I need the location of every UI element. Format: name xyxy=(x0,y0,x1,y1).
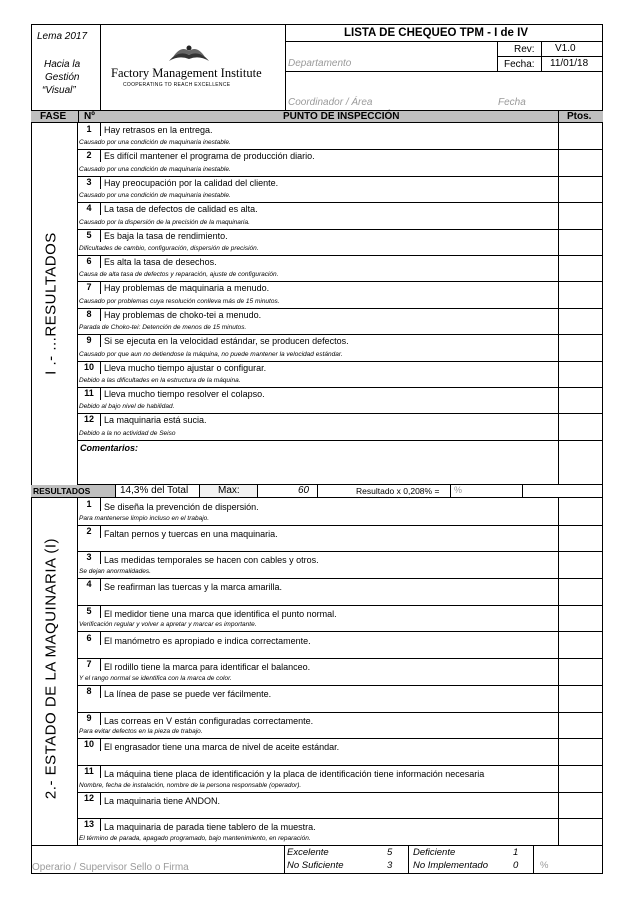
checklist-row xyxy=(78,605,558,633)
checklist-row xyxy=(78,658,558,686)
resultados-row xyxy=(31,485,603,498)
points-input-cell[interactable] xyxy=(558,525,603,553)
item-text: Hay problemas de maquinaria a menudo. xyxy=(104,283,270,294)
item-number: 12 xyxy=(83,792,94,803)
points-input-cell[interactable] xyxy=(558,123,603,150)
fecha2-cell[interactable] xyxy=(498,72,603,110)
excelente-value: 5 xyxy=(387,847,393,858)
item-number: 5 xyxy=(86,229,92,240)
item-number-box xyxy=(78,551,101,564)
checklist-row xyxy=(78,123,558,150)
item-number: 7 xyxy=(86,282,92,293)
points-input-cell[interactable] xyxy=(558,632,603,660)
item-text: Lleva mucho tiempo resolver el colapso. xyxy=(104,389,265,399)
item-text: Se reafirman las tuercas y la marca amarilla. xyxy=(104,582,283,593)
checklist-row xyxy=(78,738,558,766)
item-number-box xyxy=(78,255,101,268)
deficiente-value: 1 xyxy=(513,847,519,858)
item-subtext: Y el rango normal se identifica con la marca de color. xyxy=(79,674,232,682)
column-header-row xyxy=(31,110,603,123)
item-number: 3 xyxy=(86,552,92,563)
item-text: El manómetro es apropiado e indica correctamente. xyxy=(104,635,311,646)
checklist-row xyxy=(78,176,558,203)
rev-label-cell xyxy=(498,42,542,57)
title-cell xyxy=(286,24,603,42)
points-input-cell[interactable] xyxy=(558,685,603,713)
departamento-cell[interactable] xyxy=(286,42,498,72)
item-subtext: Dificultades de cambio, configuración, dispersión de precisión. xyxy=(79,244,259,252)
deficiente-label: Deficiente xyxy=(413,847,456,858)
item-subtext: Causado por problemas cuya resolución conlleva más de 15 minutos. xyxy=(79,297,280,305)
points-input-cell[interactable] xyxy=(558,334,603,361)
checklist-row xyxy=(78,712,558,740)
item-text: El medidor tiene una marca que identifica el punto normal. xyxy=(104,608,337,619)
rev-value-cell xyxy=(542,42,603,57)
max-label-cell xyxy=(200,485,258,497)
checklist-row xyxy=(78,255,558,282)
item-number-box xyxy=(78,387,101,400)
checklist-row xyxy=(78,632,558,660)
points-input-cell[interactable] xyxy=(558,765,603,793)
item-number: 11 xyxy=(84,388,94,398)
rev-value: V1.0 xyxy=(555,43,576,54)
item-subtext: Causado por que aun no detiendose la máquina, no puede mantener la velocidad estándar. xyxy=(79,350,343,358)
checklist-row xyxy=(78,818,558,846)
item-number: 9 xyxy=(86,712,92,723)
item-text: Lleva mucho tiempo ajustar o configurar. xyxy=(104,362,267,373)
resultados-label: RESULTADOS xyxy=(33,486,91,496)
points-input-cell[interactable] xyxy=(558,712,603,740)
col-ptos: Ptos. xyxy=(567,111,592,122)
item-subtext: Parada de Choko-tei: Detención de menos de 15 minutos. xyxy=(79,324,247,332)
fecha-value: 11/01/18 xyxy=(550,58,589,69)
item-subtext: Para mantenerse limpio incluso en el trabajo. xyxy=(79,514,210,522)
item-subtext: Causado por una condición de maquinaria inestable. xyxy=(79,192,231,200)
item-number-box xyxy=(78,578,101,591)
item-number: 4 xyxy=(86,579,92,590)
item-number-box xyxy=(78,525,101,538)
item-number-box xyxy=(78,149,101,162)
points-input-cell[interactable] xyxy=(558,176,603,203)
item-number-box xyxy=(78,712,101,725)
checklist-row xyxy=(78,498,558,526)
book-logo-icon xyxy=(167,43,211,65)
points-input-cell[interactable] xyxy=(558,202,603,229)
resultados-label-cell xyxy=(31,485,116,497)
item-number: 1 xyxy=(86,124,92,134)
item-number-box xyxy=(78,361,101,374)
max-label: Max: xyxy=(218,485,240,496)
item-text: El engrasador tiene una marca de nivel de aceite estándar. xyxy=(104,742,340,753)
points-input-cell[interactable] xyxy=(558,229,603,256)
col-punto: PUNTO DE INSPECCIÓN xyxy=(283,111,400,122)
checklist-row xyxy=(78,765,558,793)
section2-phase-column xyxy=(31,498,78,845)
points-input-cell[interactable] xyxy=(558,498,603,526)
fecha-value-cell xyxy=(542,57,603,72)
logo-name: Factory Management Institute xyxy=(111,66,262,80)
item-number: 12 xyxy=(83,414,94,425)
points-input-cell[interactable] xyxy=(558,149,603,176)
points-input-cell[interactable] xyxy=(558,818,603,846)
section2-label: 2.- ESTADO DE LA MAQUINARIA (I) xyxy=(42,537,60,800)
item-subtext: El término de parada, apagado programado, bajo mantenimiento, en reparación. xyxy=(79,835,311,843)
section1-phase-column xyxy=(31,123,78,485)
legend-box-1 xyxy=(284,846,409,874)
noimpl-value: 0 xyxy=(513,860,519,871)
points-input-cell[interactable] xyxy=(558,605,603,633)
points-input-cell[interactable] xyxy=(558,413,603,440)
item-number-box xyxy=(78,176,101,189)
motto-box xyxy=(31,24,101,110)
max-value: 60 xyxy=(298,485,310,496)
checklist-row xyxy=(78,685,558,713)
item-text: Hay retrasos en la entrega. xyxy=(104,125,213,135)
item-number-box xyxy=(78,123,101,136)
item-text: Es baja la tasa de rendimiento. xyxy=(104,230,228,241)
item-text: Es alta la tasa de desechos. xyxy=(104,257,217,267)
item-text: La máquina tiene placa de identificación y la placa de identificación tiene información necesaria xyxy=(104,769,485,779)
item-number-box xyxy=(78,498,101,511)
item-number-box xyxy=(78,202,101,215)
item-number-box xyxy=(78,792,101,805)
lema-label: Lema 2017 xyxy=(37,31,88,42)
item-number: 3 xyxy=(86,176,92,187)
item-text: Hay preocupación por la calidad del cliente. xyxy=(104,177,279,188)
item-number: 6 xyxy=(86,256,92,266)
points-input-cell[interactable] xyxy=(558,578,603,606)
item-subtext: Causado por la dispersión de la precisión de la maquinaria. xyxy=(79,218,250,226)
item-text: Es difícil mantener el programa de producción diario. xyxy=(104,151,315,162)
checklist-row xyxy=(78,281,558,308)
item-subtext: Para evitar defectos en la pieza de trabajo. xyxy=(79,728,203,736)
item-number: 4 xyxy=(86,203,92,214)
section1-label: I .- ...RESULTADOS xyxy=(42,232,60,375)
points-input-cell[interactable] xyxy=(558,792,603,820)
checklist-row xyxy=(78,334,558,361)
header-divider-1 xyxy=(78,110,79,123)
nosuf-value: 3 xyxy=(387,860,393,871)
checklist-row xyxy=(78,361,558,388)
footer-row xyxy=(31,845,603,874)
item-text: La maquinaria está sucia. xyxy=(104,415,207,426)
pct-total-cell xyxy=(116,485,200,497)
item-number: 10 xyxy=(83,361,94,372)
fecha-label: Fecha: xyxy=(504,59,535,70)
rev-label: Rev: xyxy=(514,44,535,55)
item-text: Faltan pernos y tuercas en una maquinaria. xyxy=(104,528,278,539)
comentarios-box[interactable] xyxy=(78,440,558,485)
item-number-box xyxy=(78,818,101,831)
page-title: LISTA DE CHEQUEO TPM - I de IV xyxy=(344,27,529,39)
item-subtext: Verificación regular y volver a apretar y marcar es importante. xyxy=(79,621,257,629)
item-number: 8 xyxy=(86,685,92,696)
item-number: 2 xyxy=(86,150,92,161)
item-number-box xyxy=(78,685,101,698)
item-number: 5 xyxy=(86,605,92,616)
fecha-label-cell xyxy=(498,57,542,72)
item-text: La línea de pase se puede ver fácilmente. xyxy=(104,688,272,699)
operario-label: Operario / Supervisor Sello o Firma xyxy=(32,862,189,873)
max-value-cell xyxy=(258,485,318,497)
item-number-box xyxy=(78,281,101,294)
item-text: Hay problemas de choko-tei a menudo. xyxy=(104,309,262,320)
item-subtext: Causado por una condición de maquinaria inestable. xyxy=(79,139,231,147)
item-subtext: Causa de alta tasa de defectos y reparación, ajuste de configuración. xyxy=(79,271,279,279)
item-number-box xyxy=(78,658,101,671)
item-number: 8 xyxy=(86,308,92,319)
item-text: La maquinaria tiene ANDON. xyxy=(104,795,221,806)
excelente-label: Excelente xyxy=(287,847,329,858)
item-number: 11 xyxy=(84,766,94,776)
checklist-row xyxy=(78,792,558,820)
noimpl-label: No Implementado xyxy=(413,860,488,871)
departamento-label: Departamento xyxy=(288,58,352,69)
col-fase: FASE xyxy=(40,111,67,122)
item-number: 9 xyxy=(86,335,92,346)
coordinador-cell[interactable] xyxy=(286,72,498,110)
item-text: El rodillo tiene la marca para identificar el balanceo. xyxy=(104,662,311,673)
checklist-row xyxy=(78,149,558,176)
item-text: Se diseña la prevención de dispersión. xyxy=(104,502,259,512)
comentarios-pts-cell xyxy=(558,440,603,485)
points-input-cell[interactable] xyxy=(558,361,603,388)
logo-tagline: COOPERATING TO REACH EXCELLENCE xyxy=(123,82,231,88)
resultado-label: Resultado x 0,208% = xyxy=(356,486,440,496)
item-number: 10 xyxy=(83,739,94,750)
checklist-row xyxy=(78,525,558,553)
item-text: La tasa de defectos de calidad es alta. xyxy=(104,204,258,215)
item-number: 2 xyxy=(86,525,92,536)
item-number: 13 xyxy=(83,819,94,830)
pct-total: 14,3% del Total xyxy=(120,485,189,496)
checklist-row xyxy=(78,308,558,335)
points-input-cell[interactable] xyxy=(558,255,603,282)
motto-line2: Gestión xyxy=(45,72,80,83)
legend-box-2 xyxy=(409,846,534,874)
checklist-row xyxy=(78,551,558,579)
points-input-cell[interactable] xyxy=(558,281,603,308)
item-text: Si se ejecuta en la velocidad estándar, se producen defectos. xyxy=(104,336,349,347)
item-number: 6 xyxy=(86,632,92,643)
points-input-cell[interactable] xyxy=(558,387,603,414)
item-number-box xyxy=(78,605,101,618)
item-text: Las medidas temporales se hacen con cables y otros. xyxy=(104,555,319,566)
item-text: Las correas en V están configuradas correctamente. xyxy=(104,715,314,726)
nosuf-label: No Suficiente xyxy=(287,860,344,871)
logo-area xyxy=(101,24,286,110)
item-text: La maquinaria de parada tiene tablero de la muestra. xyxy=(104,822,316,833)
checklist-row xyxy=(78,387,558,414)
item-subtext: Debido a las dificultades en la estructura de la máquina. xyxy=(79,376,241,384)
item-number-box xyxy=(78,632,101,645)
points-input-cell[interactable] xyxy=(558,738,603,766)
item-number-box xyxy=(78,308,101,321)
checklist-row xyxy=(78,413,558,440)
item-number-box xyxy=(78,229,101,242)
points-input-cell[interactable] xyxy=(558,551,603,579)
points-input-cell[interactable] xyxy=(558,658,603,686)
header-divider-2 xyxy=(558,110,559,123)
footer-pct: % xyxy=(540,860,549,871)
item-number-box xyxy=(78,765,101,778)
item-subtext: Nombre, fecha de instalación, nombre de la persona responsable (operador). xyxy=(79,781,302,789)
item-number: 7 xyxy=(86,659,92,670)
item-number: 1 xyxy=(86,499,92,509)
points-input-cell[interactable] xyxy=(558,308,603,335)
coordinador-label: Coordinador / Área xyxy=(288,97,373,108)
item-number-box xyxy=(78,413,101,426)
fecha2-label: Fecha xyxy=(498,97,526,108)
item-subtext: Debido al bajo nivel de habilidad. xyxy=(79,403,175,411)
checklist-row xyxy=(78,202,558,229)
motto-line3: “Visual” xyxy=(42,85,76,96)
comentarios-label: Comentarios: xyxy=(80,443,139,453)
checklist-row xyxy=(78,578,558,606)
motto-line1: Hacia la xyxy=(44,59,81,70)
item-number-box xyxy=(78,334,101,347)
resultado-field[interactable] xyxy=(450,485,523,497)
item-number-box xyxy=(78,738,101,751)
checklist-row xyxy=(78,229,558,256)
resultado-pct: % xyxy=(454,485,463,495)
col-num: Nº xyxy=(84,111,95,122)
item-subtext: Se dejan anormalidades. xyxy=(79,568,151,576)
item-subtext: Debido a la no actividad de Seiso xyxy=(79,429,176,437)
item-subtext: Causado por una condición de maquinaria inestable. xyxy=(79,165,231,173)
